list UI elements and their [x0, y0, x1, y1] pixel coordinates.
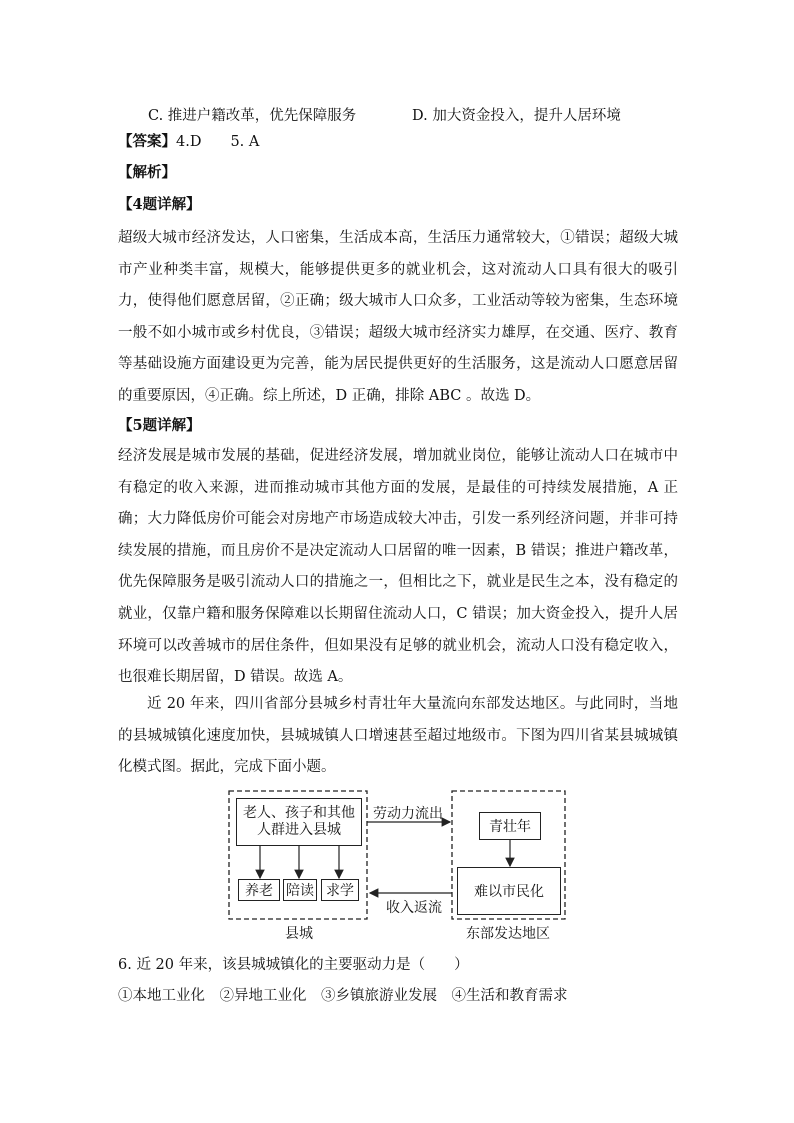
- answer-label: 【答案】: [118, 133, 176, 150]
- labour-outflow-label: 劳动力流出: [373, 806, 443, 822]
- q6-choices: ①本地工业化 ②异地工业化 ③乡镇旅游业发展 ④生活和教育需求: [118, 988, 568, 1004]
- q4-heading: 【4题详解】: [118, 196, 201, 213]
- analysis-label: 【解析】: [118, 164, 176, 181]
- option-c: C. 推进户籍改革，优先保障服务: [148, 108, 357, 124]
- peidu-box: 陪读: [283, 879, 317, 901]
- yanglao-box: 养老: [238, 879, 280, 901]
- income-return-label: 收入返流: [386, 900, 442, 916]
- qiuxue-box: 求学: [321, 879, 359, 901]
- people-enter-county-box: 老人、孩子和其他人群进入县城: [236, 798, 362, 846]
- q5-text: 经济发展是城市发展的基础，促进经济发展，增加就业岗位，能够让流动人口在城市中有稳定的收入来源，进而推动城市其他方面的发展，是最佳的可持续发展措施，A 正确；大力降低房价可能会对房地产市场造成较大冲击，引发一系列经济问题，并非可持续发展的措施，而且房价不是决定流动人口居留的唯一因素，B 错误；推进户籍改革，优先保障服务是吸引流动人口的措施之一，但相比之下，就业是民生之本，没有稳定的就业，仅靠户籍和服务保障难以长期留住流动人口，C 错误；加大资金投入，提升人居环境可以改善城市的居住条件，但如果没有足够的就业机会，流动人口没有稳定收入，也很难长期居留，D 错误。故选 A。: [118, 448, 678, 686]
- county-region-label: 县城: [285, 926, 313, 942]
- intro-text: 近 20 年来，四川省部分县城乡村青壮年大量流向东部发达地区。与此同时，当地的县城城镇化速度加快，县城城镇人口增速甚至超过地级市。下图为四川省某县城城镇化模式图。据此，完成下面小题。: [118, 696, 678, 776]
- option-d: D. 加大资金投入，提升人居环境: [412, 108, 621, 124]
- q5-heading: 【5题详解】: [118, 417, 201, 434]
- answer-value: 4.D 5. A: [176, 134, 260, 150]
- hard-to-urbanize-box: 难以市民化: [457, 867, 561, 915]
- q6-stem: 6. 近 20 年来，该县城城镇化的主要驱动力是（ ）: [118, 957, 469, 973]
- youth-box: 青壮年: [479, 812, 541, 840]
- east-region-label: 东部发达地区: [466, 926, 550, 942]
- q4-text: 超级大城市经济发达，人口密集，生活成本高，生活压力通常较大，①错误；超级大城市产业种类丰富，规模大，能够提供更多的就业机会，这对流动人口具有很大的吸引力，使得他们愿意居留，②正确；级大城市人口众多，工业活动等较为密集，生态环境一般不如小城市或乡村优良，③错误；超级大城市经济实力雄厚，在交通、医疗、教育等基础设施方面建设更为完善，能为居民提供更好的生活服务，这是流动人口愿意居留的重要原因，④正确。综上所述，D 正确，排除 ABC 。故选 D。: [118, 230, 678, 404]
